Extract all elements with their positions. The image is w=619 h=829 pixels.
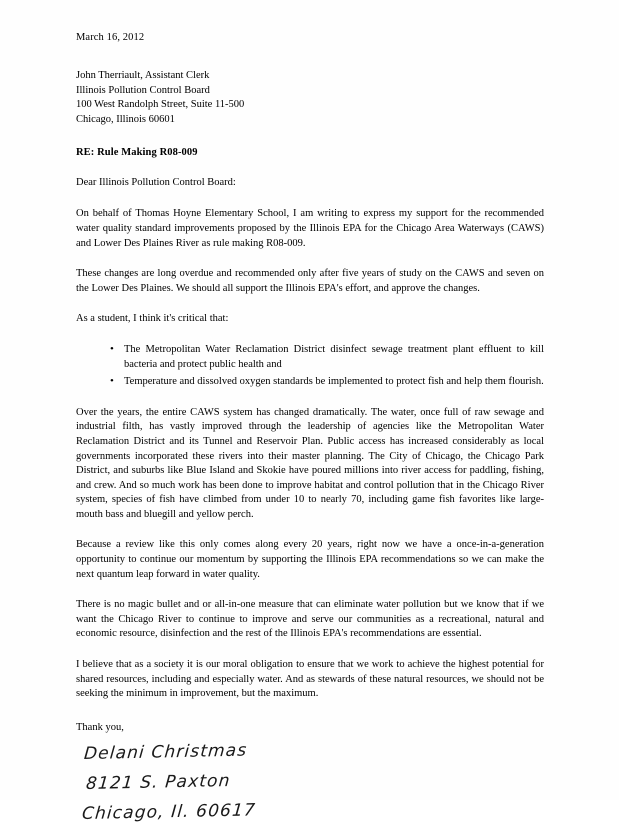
recipient-line-3: 100 West Randolph Street, Suite 11-500	[76, 99, 245, 111]
paragraph-7: I believe that as a society it is our moral obligation to ensure that we work to achieve the highest potential for shared resources, including and especially water. And as stewards of these natural resources, we should not be seeking the minimum in improvement, but the maximum.	[76, 659, 544, 700]
list-item: • Temperature and dissolved oxygen standards be implemented to protect fish and help them flourish.	[110, 375, 544, 390]
paragraph-6: There is no magic bullet and or all-in-one measure that can eliminate water pollution but we know that if we want the Chicago River to continue to improve and serve our communities as a recreational, natural and economic resource, disinfection and the rest of the Illinois EPA's recommendations are essential.	[76, 599, 544, 640]
paragraph-5: Because a review like this only comes along every 20 years, right now we have a once-in-a-generation opportunity to continue our momentum by supporting the Illinois EPA recommendations so we can make the next quantum leap forward in water quality.	[76, 539, 544, 580]
salutation: Dear Illinois Pollution Control Board:	[76, 177, 236, 189]
recipient-line-2: Illinois Pollution Control Board	[76, 84, 210, 96]
letter-content	[76, 32, 544, 829]
bullet-list	[76, 343, 544, 390]
subject-line: RE: Rule Making R08-009	[76, 147, 198, 159]
paragraph-3: As a student, I think it's critical that:	[76, 313, 229, 325]
list-item: • The Metropolitan Water Reclamation District disinfect sewage treatment plant effluent to kill bacteria and protect public health and	[110, 343, 544, 372]
paragraph-4: Over the years, the entire CAWS system has changed dramatically. The water, once full of raw sewage and industrial filth, has vastly improved through the leadership of agencies like the Metropolitan Water Reclamation District and its Tunnel and Reservoir Plan. Public access has increased considerably as local governments incorporated these rivers into their master planning. The City of Chicago, the Chicago Park District, and suburbs like Blue Island and Skokie have poured millions into river access for paddling, fishing, and crew. And so much work has been done to improve habitat and control pollution that in the Chicago River system, species of fish have climbed from under 10 to nearly 70, including game fish favorites like large-mouth bass and bluegill and yellow perch.	[76, 406, 544, 520]
paragraph-2: These changes are long overdue and recommended only after five years of study on the CAWS and seven on the Lower Des Plaines. We should all support the Illinois EPA's effort, and approve the changes.	[76, 268, 544, 294]
signature-name: Delani Christmas	[83, 740, 249, 764]
letter-date: March 16, 2012	[76, 32, 145, 43]
signature-city: Chicago, Il. 60617	[81, 800, 257, 824]
recipient-address	[76, 69, 544, 127]
handwritten-signature	[76, 739, 544, 829]
signature-street: 8121 S. Paxton	[85, 770, 232, 794]
paragraph-1: On behalf of Thomas Hoyne Elementary School, I am writing to express my support for the recommended water quality standard improvements proposed by the Illinois EPA for the Chicago Area Waterways (CAWS) and Lower Des Plaines River as rule making R08-009.	[76, 208, 544, 249]
recipient-line-1: John Therriault, Assistant Clerk	[76, 70, 210, 81]
closing: Thank you,	[76, 721, 124, 733]
recipient-line-4: Chicago, Illinois 60601	[76, 113, 175, 125]
